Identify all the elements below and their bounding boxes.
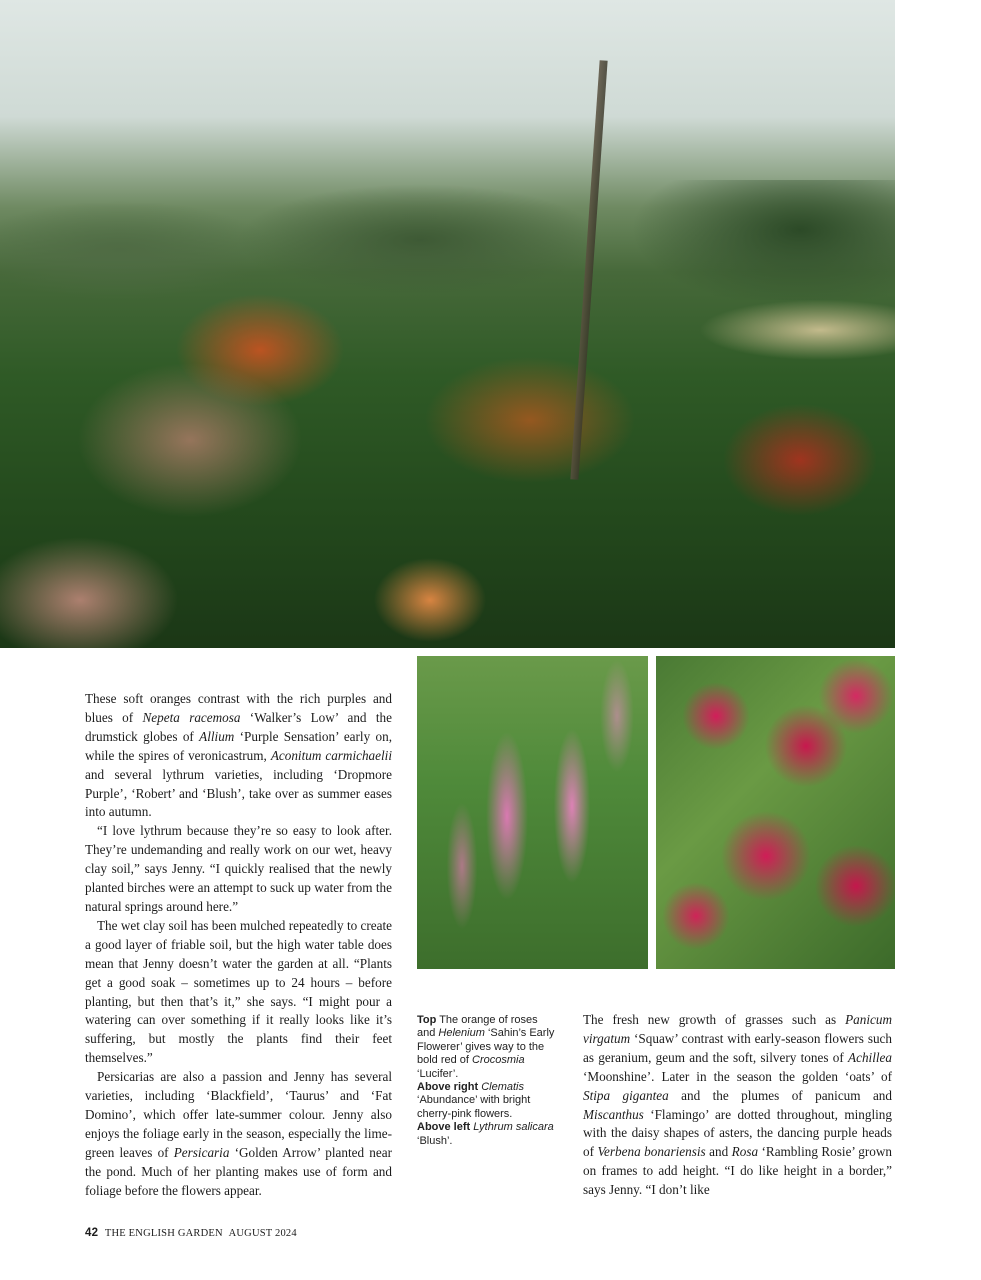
issue-date: AUGUST 2024 <box>228 1228 297 1239</box>
caption-part: Above left Lythrum salicara ‘Blush’. <box>417 1121 554 1147</box>
page-footer <box>85 1227 297 1239</box>
article-column-right <box>583 1011 892 1200</box>
paragraph: Persicarias are also a passion and Jenny has several varieties, including ‘Blackfield’, ‘Taurus’ and ‘Fat Domino’, which offer late-summer colour. Jenny also enjoys the foliage early in the season, especially the lime-green leaves of Persicaria ‘Golden Arrow’ planted near the pond. Much of her planting makes use of form and foliage before the flowers appear. <box>85 1069 392 1198</box>
paragraph: The fresh new growth of grasses such as Panicum virgatum ‘Squaw’ contrast with early-season flowers such as geranium, geum and the soft, silvery tones of Achillea ‘Moonshine’. Later in the season the golden ‘oats’ of Stipa gigantea and the plumes of panicum and Miscanthus ‘Flamingo’ are dotted throughout, mingling with the daisy shapes of asters, the dancing purple heads of Verbena bonariensis and Rosa ‘Rambling Rosie’ grown on frames to add height. “I do like height in a border,” says Jenny. “I don’t like <box>583 1012 892 1198</box>
paragraph: The wet clay soil has been mulched repeatedly to create a good layer of friable soil, but the high water table does mean that Jenny doesn’t water the garden at all. “Plants get a good soak – sometimes up to 24 hours – before planting, but then that’s it,” she says. “I might pour a watering can over something if it really looks like it’s suffering, but mostly the plants find their feet themselves.” <box>85 917 392 1066</box>
caption-part: Above right Clematis ‘Abundance’ with bright cherry-pink flowers. <box>417 1081 531 1120</box>
paragraph: These soft oranges contrast with the rich purples and blues of Nepeta racemosa ‘Walker’s Low’ and the drumstick globes of Allium ‘Purple Sensation’ early on, while the spires of veronicastrum, Aconitum carmichaelii and several lythrum varieties, including ‘Dropmore Purple’, ‘Robert’ and ‘Blush’, take over as summer eases into autumn. <box>85 691 392 820</box>
publication-name: THE ENGLISH GARDEN <box>104 1228 223 1239</box>
photo-lythrum <box>417 656 648 969</box>
caption-part: Top The orange of roses and Helenium ‘Sahin’s Early Flowerer’ gives way to the bold red of Crocosmia ‘Lucifer’. <box>417 1014 555 1080</box>
paragraph: “I love lythrum because they’re so easy to look after. They’re undemanding and really work on our wet, heavy clay soil,” says Jenny. “I quickly realised that the newly planted birches were an attempt to suck up water from the natural springs around here.” <box>85 823 392 914</box>
hero-treeline <box>0 180 895 300</box>
photo-clematis <box>656 656 895 969</box>
article-column-left <box>85 690 392 1200</box>
photo-caption <box>417 1014 558 1148</box>
hero-photo-border <box>0 0 895 648</box>
page-number: 42 <box>85 1227 99 1239</box>
